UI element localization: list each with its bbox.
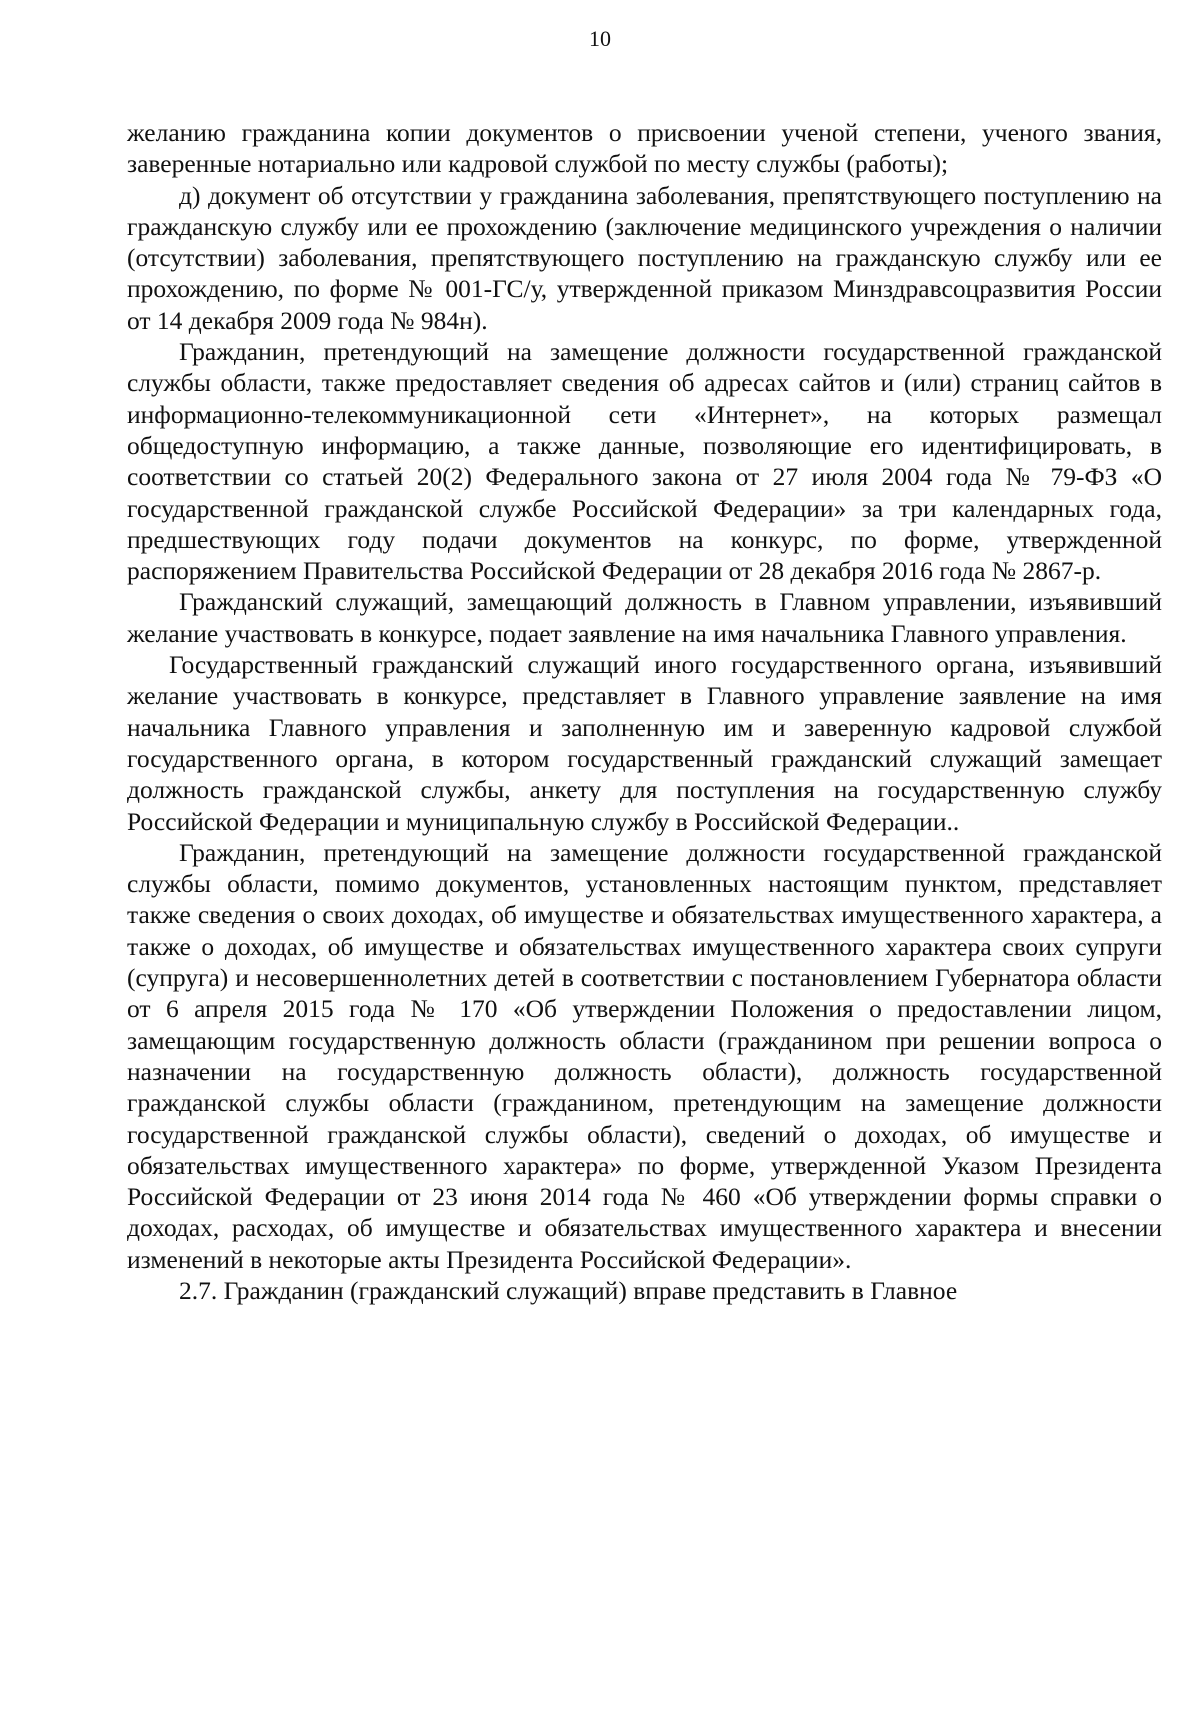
- paragraph-internet-sites-info: Гражданин, претендующий на замещение должности государственной гражданской службы области, также предоставляет сведения об адресах сайтов и (или) страниц сайтов в информационно-телекоммуникационной сети «Интернет», на которых размещал общедоступную информацию, а также данные, позволяющие его идентифицировать, в соответствии со статьей 20(2) Федерального закона от 27 июля 2004 года № 79-ФЗ «О государственной гражданской службе Российской Федерации» за три календарных года, предшествующих году подачи документов на конкурс, по форме, утвержденной распоряжением Правительства Российской Федерации от 28 декабря 2016 года № 2867-р.: [127, 337, 1162, 586]
- paragraph-civil-servant-application: Гражданский служащий, замещающий должность в Главном управлении, изъявивший желание участвовать в конкурсе, подает заявление на имя начальника Главного управления.: [127, 587, 1162, 648]
- page-number: 10: [589, 26, 611, 51]
- paragraph-other-agency-servant: Государственный гражданский служащий иного государственного органа, изъявивший желание участвовать в конкурсе, представляет в Главного управление заявление на имя начальника Главного управления и заполненную им и заверенную кадровой службой государственного органа, в котором государственный гражданский служащий замещает должность гражданской службы, анкету для поступления на государственную службу Российской Федерации и муниципальную службу в Российской Федерации..: [127, 650, 1162, 836]
- document-body: [127, 117, 1162, 1306]
- paragraph-academic-degree-copies: желанию гражданина копии документов о присвоении ученой степени, ученого звания, заверенные нотариально или кадровой службой по месту службы (работы);: [127, 118, 1162, 179]
- paragraph-income-property-info: Гражданин, претендующий на замещение должности государственной гражданской службы области, помимо документов, установленных настоящим пунктом, представляет также сведения о своих доходах, об имуществе и обязательствах имущественного характера, а также о доходах, об имуществе и обязательствах имущественного характера своих супруги (супруга) и несовершеннолетних детей в соответствии с постановлением Губернатора области от 6 апреля 2015 года № 170 «Об утверждении Положения о предоставлении лицом, замещающим государственную должность области (гражданином при решении вопроса о назначении на государственную должность области), должность государственной гражданской службы области (гражданином, претендующим на замещение должности государственной гражданской службы области), сведений о доходах, об имуществе и обязательствах имущественного характера» по форме, утвержденной Указом Президента Российской Федерации от 23 июня 2014 года № 460 «Об утверждении формы справки о доходах, расходах, об имуществе и обязательствах имущественного характера и внесении изменений в некоторые акты Президента Российской Федерации».: [127, 837, 1162, 1274]
- paragraph-section-2-7: 2.7. Гражданин (гражданский служащий) вправе представить в Главное: [179, 1275, 958, 1305]
- paragraph-medical-certificate: д) документ об отсутствии у гражданина заболевания, препятствующего поступлению на гражданскую службу или ее прохождению (заключение медицинского учреждения о наличии (отсутствии) заболевания, препятствующего поступлению на гражданскую службу или ее прохождению, по форме № 001-ГС/у, утвержденной приказом Минздравсоцразвития России от 14 декабря 2009 года № 984н).: [127, 180, 1162, 335]
